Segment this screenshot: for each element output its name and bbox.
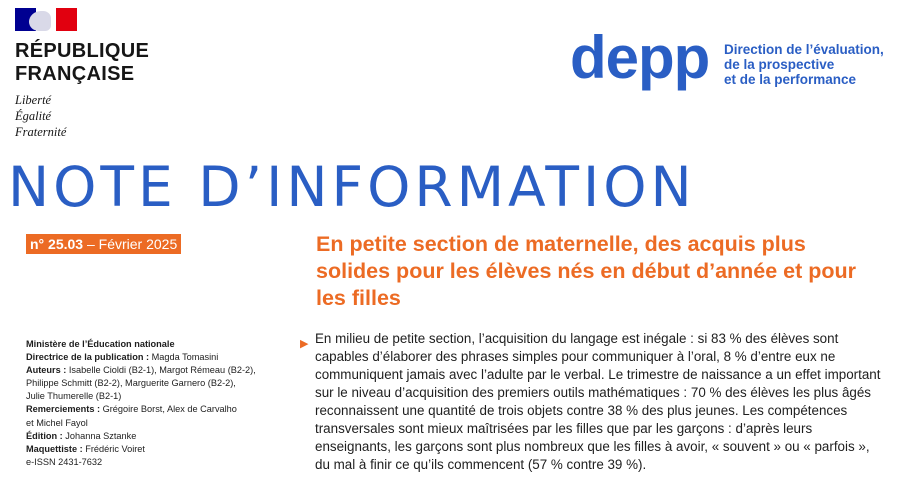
- authors-line: Isabelle Cioldi (B2-1), Margot Rémeau (B2-2),: [66, 365, 256, 376]
- authors-line: Julie Thumerelle (B2-1): [26, 391, 122, 402]
- depp-description-line: et de la performance: [724, 72, 857, 87]
- issue-badge: [26, 234, 181, 254]
- edition-name: Johanna Sztanke: [62, 430, 137, 441]
- authors-line: Philippe Schmitt (B2-2), Marguerite Garnero (B2-2),: [26, 378, 236, 389]
- depp-logo: depp: [570, 24, 710, 91]
- director-label: Directrice de la publication :: [26, 352, 150, 363]
- layout-name: Frédéric Voiret: [82, 443, 145, 454]
- publication-title: NOTE D’INFORMATION: [8, 155, 696, 219]
- issue-number: n° 25.03: [30, 236, 84, 252]
- devise-fraternite: Fraternité: [15, 125, 67, 139]
- triangle-right-icon: ▶: [300, 338, 309, 350]
- director-name: Magda Tomasini: [149, 352, 219, 363]
- layout-label: Maquettiste :: [26, 443, 83, 454]
- devise: [15, 92, 66, 140]
- republique-line: RÉPUBLIQUE: [15, 40, 150, 62]
- francaise-line: FRANÇAISE: [15, 63, 135, 85]
- authors-label: Auteurs :: [26, 365, 67, 376]
- colophon: [26, 338, 276, 469]
- ministry: Ministère de l’Éducation nationale: [26, 339, 175, 349]
- issn: e-ISSN 2431-7632: [26, 456, 103, 467]
- headline: En petite section de maternelle, des acquis plus solides pour les élèves nés en début d’année et pour les filles: [316, 232, 857, 310]
- devise-egalite: Égalité: [15, 109, 52, 123]
- republique-francaise-text: [15, 40, 149, 86]
- issue-date: – Février 2025: [83, 236, 178, 252]
- marianne-flag-icon: [15, 8, 77, 31]
- depp-description-line: Direction de l’évaluation,: [724, 42, 884, 57]
- depp-description: [724, 42, 884, 87]
- depp-description-line: de la prospective: [724, 57, 835, 72]
- thanks-line: et Michel Fayol: [26, 417, 88, 428]
- devise-liberte: Liberté: [15, 93, 52, 107]
- summary-text: En milieu de petite section, l’acquisition du langage est inégale : si 83 % des élèves sont capables d’élaborer des phrases simples pour communiquer à l’oral, 8 % d’entre eux ne communiquent jamais avec l’adulte par le verbal. Le trimestre de naissance a un effet important sur le niveau d’acquisition des premiers outils mathématiques : 70 % des élèves les plus âgés reconnaissent une quantité de trois objets contre 38 % des plus jeunes. Les compétences transversales sont mieux maîtrisées par les filles que par les garçons : d’après leurs enseignants, les garçons sont plus nombreux que les filles à avoir, « souvent » ou « parfois », du mal à finir ce qu’ils commencent (57 % contre 39 %).: [315, 331, 881, 472]
- edition-label: Édition :: [26, 430, 63, 441]
- thanks-label: Remerciements :: [26, 404, 101, 415]
- thanks-line: Grégoire Borst, Alex de Carvalho: [100, 404, 237, 415]
